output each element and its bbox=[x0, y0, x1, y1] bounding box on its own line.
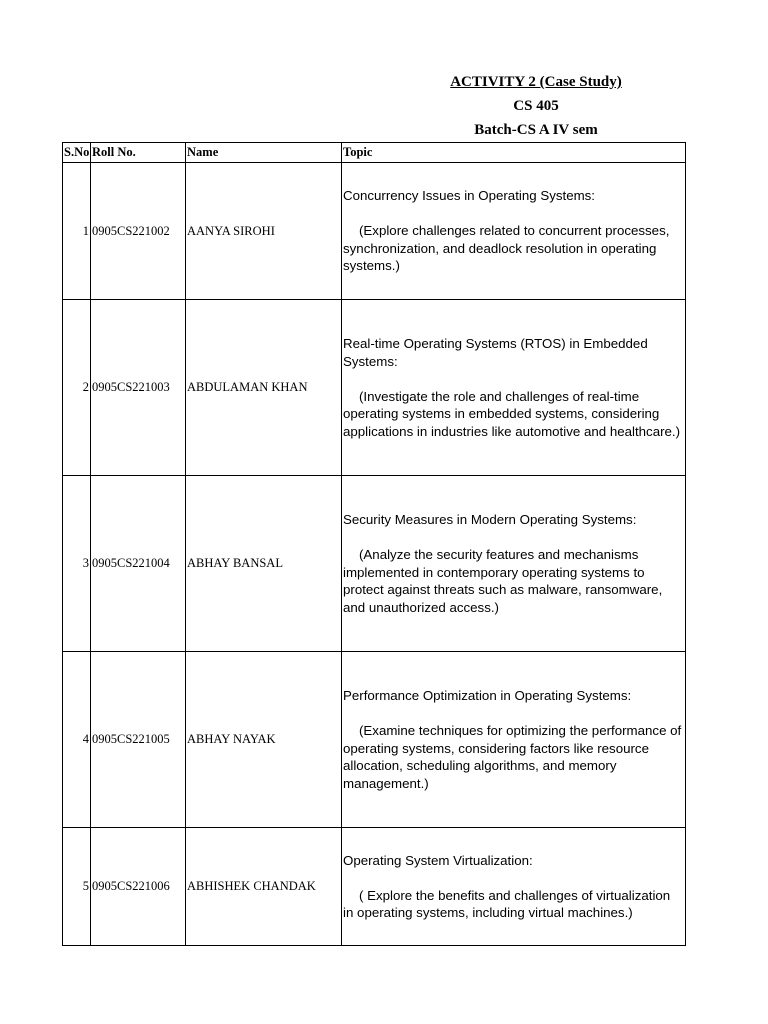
topic-description: (Examine techniques for optimizing the performance of operating systems, considering factors like resource allocation, scheduling algorithms, and memory management.) bbox=[343, 723, 682, 791]
topic-title: Security Measures in Modern Operating Systems: bbox=[343, 512, 637, 527]
column-header-roll: Roll No. bbox=[91, 143, 186, 163]
topic-title: Operating System Virtualization: bbox=[343, 852, 533, 868]
topic-title: Real-time Operating Systems (RTOS) in Embedded Systems: bbox=[343, 336, 648, 369]
topic-description: (Analyze the security features and mechanisms implemented in contemporary operating systems to protect against threats such as malware, ransomware, and unauthorized access.) bbox=[343, 547, 663, 615]
student-topic-table bbox=[62, 142, 686, 946]
cell-topic bbox=[342, 300, 686, 476]
topic-title: Concurrency Issues in Operating Systems: bbox=[343, 188, 596, 204]
table-row bbox=[63, 652, 686, 828]
document-title: ACTIVITY 2 (Case Study) bbox=[450, 74, 622, 90]
cell-name: ABHAY BANSAL bbox=[186, 476, 342, 652]
topic-description: ( Explore the benefits and challenges of virtualization in operating systems, including virtual machines.) bbox=[343, 887, 671, 920]
table-row bbox=[63, 163, 686, 300]
cell-name: ABHAY NAYAK bbox=[186, 652, 342, 828]
cell-topic bbox=[342, 163, 686, 300]
cell-roll: 0905CS221002 bbox=[91, 163, 186, 300]
cell-name: ABDULAMAN KHAN bbox=[186, 300, 342, 476]
cell-topic bbox=[342, 828, 686, 946]
course-code: CS 405 bbox=[513, 98, 559, 114]
column-header-topic: Topic bbox=[342, 143, 686, 163]
table-row bbox=[63, 476, 686, 652]
cell-sno: 3 bbox=[63, 476, 91, 652]
table-row bbox=[63, 300, 686, 476]
cell-sno: 2 bbox=[63, 300, 91, 476]
topic-title: Performance Optimization in Operating Systems: bbox=[343, 688, 632, 703]
cell-sno: 5 bbox=[63, 828, 91, 946]
cell-roll: 0905CS221006 bbox=[91, 828, 186, 946]
column-header-sno: S.No bbox=[63, 143, 91, 163]
topic-description: (Investigate the role and challenges of real-time operating systems in embedded systems, considering applications in industries like automotive and healthcare.) bbox=[343, 388, 681, 439]
cell-topic bbox=[342, 652, 686, 828]
cell-name: AANYA SIROHI bbox=[186, 163, 342, 300]
cell-sno: 1 bbox=[63, 163, 91, 300]
cell-topic bbox=[342, 476, 686, 652]
batch-label: Batch-CS A IV sem bbox=[474, 122, 598, 138]
cell-roll: 0905CS221003 bbox=[91, 300, 186, 476]
table-header-row bbox=[63, 143, 686, 163]
cell-roll: 0905CS221005 bbox=[91, 652, 186, 828]
topic-description: (Explore challenges related to concurrent processes, synchronization, and deadlock resolution in operating systems.) bbox=[343, 223, 670, 274]
cell-roll: 0905CS221004 bbox=[91, 476, 186, 652]
cell-name: ABHISHEK CHANDAK bbox=[186, 828, 342, 946]
cell-sno: 4 bbox=[63, 652, 91, 828]
column-header-name: Name bbox=[186, 143, 342, 163]
table-row bbox=[63, 828, 686, 946]
